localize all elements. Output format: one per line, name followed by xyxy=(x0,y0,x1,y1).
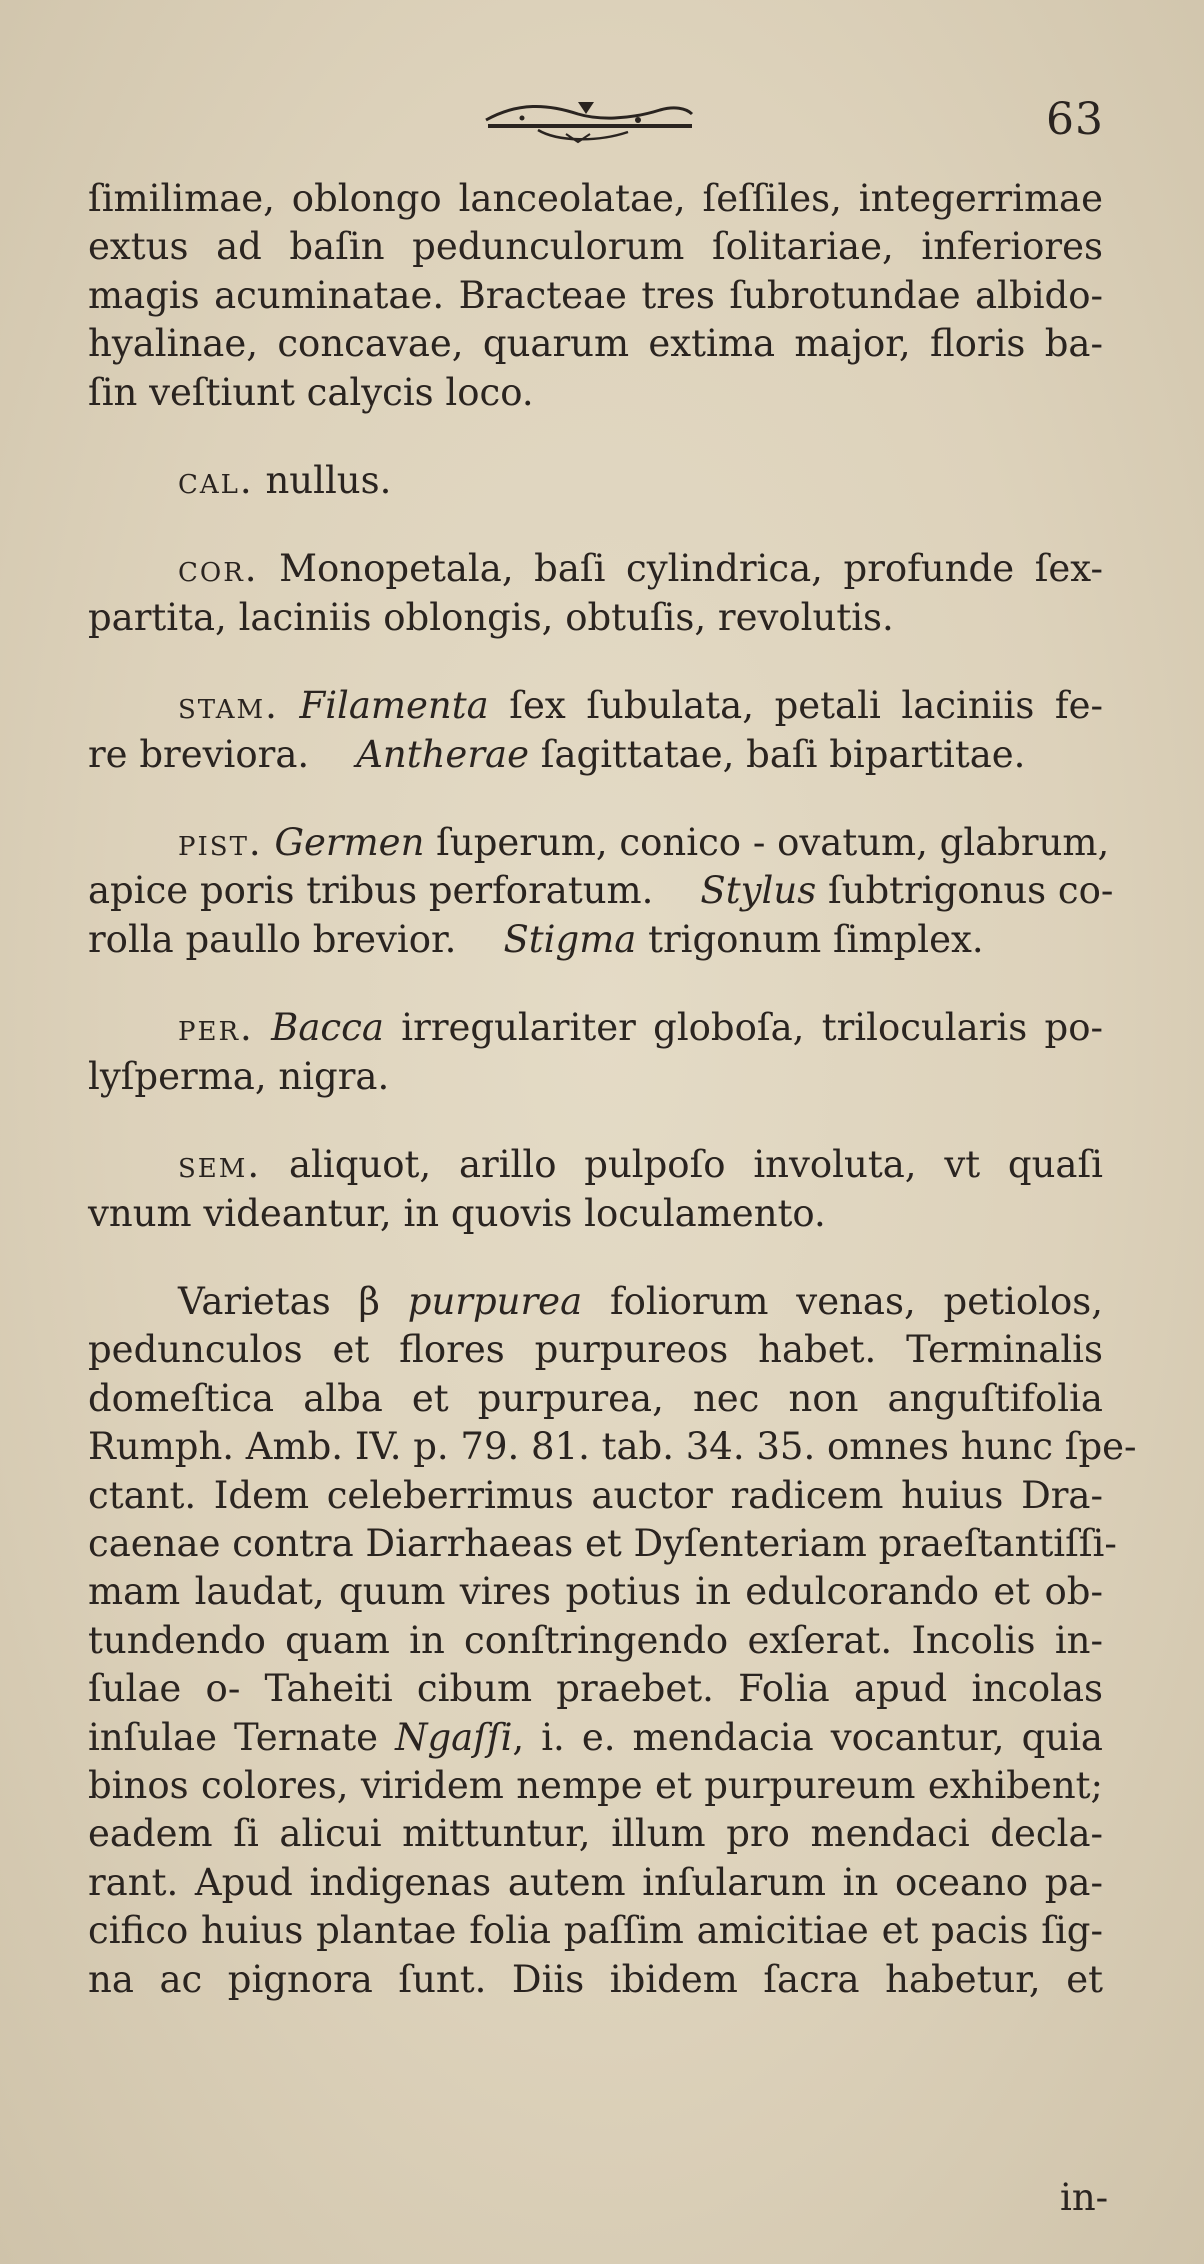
catchword: in- xyxy=(1060,2176,1109,2219)
text-line: ctant. Idem celeberrimus auctor radicem huius Dra- xyxy=(88,1473,1103,1517)
term-antherae: Antherae xyxy=(356,732,529,776)
section-label-pist: pist. xyxy=(178,821,263,865)
section-label-per: per. xyxy=(178,1006,254,1050)
germen-text: ſuperum, conico - ovatum, glabrum, xyxy=(436,821,1110,865)
calyx-entry xyxy=(88,457,1103,505)
term-stylus: Stylus xyxy=(700,869,817,913)
text-line: caenae contra Diarrhaeas et Dyſenteriam praeſtantiſſi- xyxy=(88,1521,1117,1565)
text-line: na ac pignora ſunt. Diis ibidem ſacra habetur, et xyxy=(88,1957,1103,2001)
corolla-entry xyxy=(88,545,1103,593)
main-text xyxy=(88,175,1137,2004)
stylus-text-cont: rolla paullo brevior. xyxy=(88,917,457,961)
term-ngassi: Ngaſſi xyxy=(395,1715,513,1759)
term-purpurea: purpurea xyxy=(407,1279,583,1323)
text-line: rant. Apud indigenas autem inſularum in oceano pa- xyxy=(88,1860,1103,1904)
term-stigma: Stigma xyxy=(503,917,637,961)
text-line: cifico huius plantae folia paſſim amicitiae et pacis ſig- xyxy=(88,1909,1103,1953)
section-label-cal: cal. xyxy=(178,459,254,503)
text-line: binos colores, viridem nempe et purpureum exhibent; xyxy=(88,1763,1103,1807)
text-line xyxy=(88,731,1103,779)
seed-entry xyxy=(88,1141,1103,1189)
calyx-text: nullus. xyxy=(265,459,392,503)
variety-label: Varietas β xyxy=(178,1279,380,1323)
ornamental-rule xyxy=(478,90,700,150)
bacca-text: irregulariter globoſa, trilocularis po- xyxy=(401,1006,1104,1050)
term-filamenta: Filamenta xyxy=(299,684,489,728)
germen-text-cont: apice poris tribus perforatum. xyxy=(88,869,654,913)
section-label-stam: stam. xyxy=(178,684,279,728)
variety-entry xyxy=(88,1278,1103,1326)
text-line: pedunculos et flores purpureos habet. Terminalis xyxy=(88,1328,1103,1372)
text-line: tundendo quam in conſtringendo exſerat. Incolis in- xyxy=(88,1618,1103,1662)
pericarp-entry xyxy=(88,1004,1103,1052)
pistil-entry xyxy=(88,819,1110,867)
term-bacca: Bacca xyxy=(271,1006,384,1050)
text-line: Rumph. Amb. IV. p. 79. 81. tab. 34. 35. omnes hunc ſpe- xyxy=(88,1425,1137,1469)
section-label-sem: sem. xyxy=(178,1143,262,1187)
stamen-entry xyxy=(88,682,1103,730)
ternate-text: inſulae Ternate xyxy=(88,1715,379,1759)
ngassi-text: , i. e. mendacia vocantur, quia xyxy=(512,1715,1103,1759)
stigma-text: trigonum ſimplex. xyxy=(648,917,984,961)
text-line: ſin veſtiunt calycis loco. xyxy=(88,370,534,414)
page-header xyxy=(0,88,1204,158)
text-line: mam laudat, quum vires potius in edulcorando et ob- xyxy=(88,1570,1103,1614)
text-line xyxy=(88,1714,1103,1762)
text-line: eadem ſi alicui mittuntur, illum pro mendaci decla- xyxy=(88,1812,1103,1856)
corolla-text: Monopetala, baſi cylindrica, profunde ſex- xyxy=(279,547,1104,591)
section-label-cor: cor. xyxy=(178,547,259,591)
text-line: domeſtica alba et purpurea, nec non anguſtifolia xyxy=(88,1376,1103,1420)
text-line: partita, laciniis oblongis, obtuſis, revolutis. xyxy=(88,595,894,639)
text-line: hyalinae, concavae, quarum extima major, floris ba- xyxy=(88,322,1103,366)
page-number: 63 xyxy=(1046,94,1104,145)
text-line xyxy=(88,916,1103,964)
text-line xyxy=(88,867,1114,915)
text-line: ſulae o- Taheiti cibum praebet. Folia apud incolas xyxy=(88,1667,1103,1711)
text-line: magis acuminatae. Bracteae tres ſubrotundae albido- xyxy=(88,273,1103,317)
antherae-text: ſagittatae, baſi bipartitae. xyxy=(540,732,1026,776)
text-line: lyſperma, nigra. xyxy=(88,1054,390,1098)
variety-text: foliorum venas, petiolos, xyxy=(609,1279,1103,1323)
text-line: extus ad baſin pedunculorum ſolitariae, inferiores xyxy=(88,225,1103,269)
stylus-text: ſubtrigonus co- xyxy=(827,869,1114,913)
text-line: ſimilimae, oblongo lanceolatae, ſeſſiles, integerrimae xyxy=(88,177,1103,220)
stamen-text: ſex ſubulata, petali laciniis fe- xyxy=(509,684,1104,728)
stamen-text-cont: re breviora. xyxy=(88,732,310,776)
term-germen: Germen xyxy=(274,821,425,865)
text-line: vnum videantur, in quovis loculamento. xyxy=(88,1191,826,1235)
seed-text: aliquot, arillo pulpoſo involuta, vt quaſi xyxy=(289,1143,1104,1187)
